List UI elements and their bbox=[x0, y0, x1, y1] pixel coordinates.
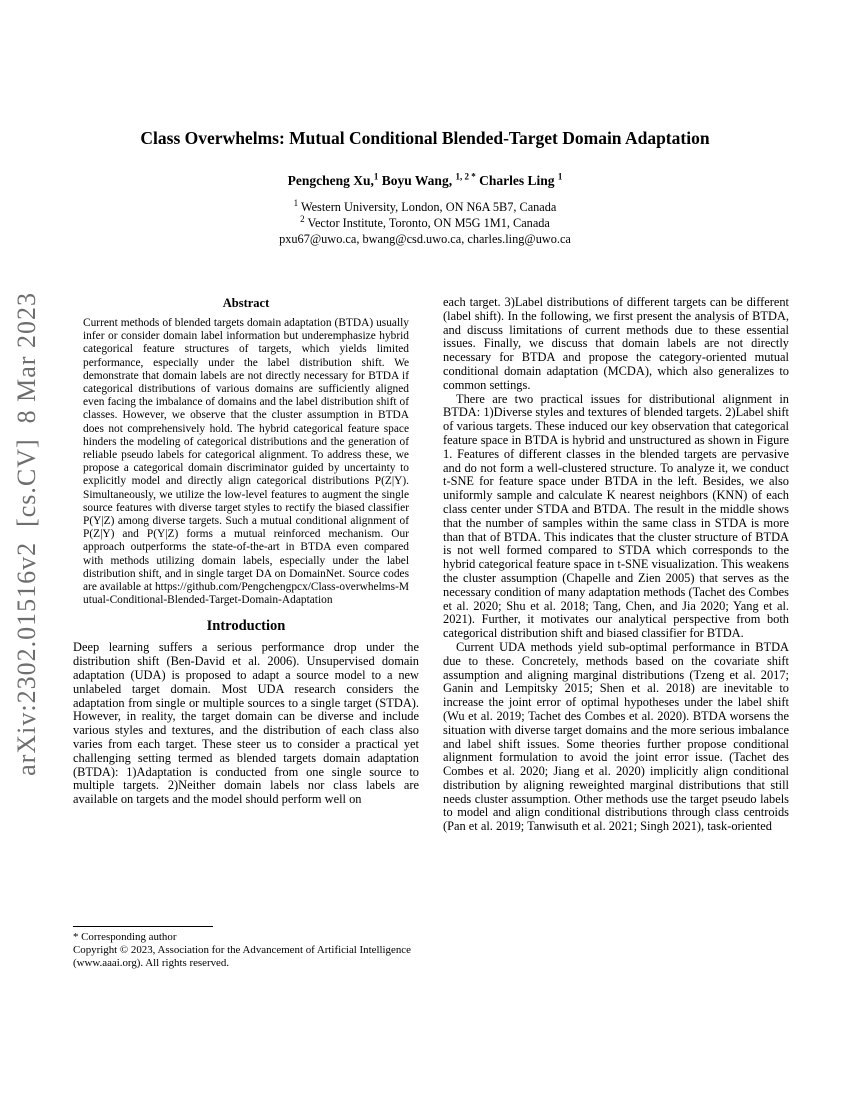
footnote-rule bbox=[73, 926, 213, 927]
paragraph: Current UDA methods yield sub-optimal performance in BTDA due to these. Concretely, methods based on the covariate shift assumption and aligning marginal distributions (Tzeng et al. 2017; Ganin and Lempitsky 2015; Shen et al. 2018) are inevitable to increase the joint error of optimal hypotheses under the label shift (Wu et al. 2019; Tachet des Combes et al. 2020). BTDA worsens the situation with diverse target domains and the more serious imbalance and label shift issues. Some theories further propose conditional alignment formulation to avoid the joint error issue. (Tachet des Combes et al. 2020; Jiang et al. 2020) implicitly align conditional distribution by aligning reweighted marginal distributions that still needs cluster assumption. Other methods use the target pseudo labels to model and align conditional distributions through class centroids (Pan et al. 2019; Tanwisuth et al. 2021; Singh 2021), task-oriented bbox=[443, 639, 789, 834]
paper-title: Class Overwhelms: Mutual Conditional Blended-Target Domain Adaptation bbox=[140, 128, 710, 148]
abstract-text bbox=[83, 317, 409, 607]
right-column bbox=[443, 296, 789, 834]
author: Charles Ling $^1$ bbox=[479, 171, 563, 188]
author: Boyu Wang, $^{1, 2 *}$ bbox=[381, 171, 476, 188]
intro-paragraph: Deep learning suffers a serious performance drop under the distribution shift (Ben-David et al. 2006). Unsupervised domain adaptation (UDA) is proposed to adapt a source model to a new unlabeled target domain. Most UDA research considers the adaptation from single or multiple sources to a single target (STDA). However, in reality, the target domain can be diverse and include various styles and textures, and the distribution of each class also varies from each target. These steer us to consider a practical yet challenging setting termed as blended targets domain adaptation (BTDA): 1)Adaptation is conducted from one single source to multiple targets. 2)Neither domain labels nor class labels are available on targets and the model should perform well on bbox=[73, 640, 419, 807]
author: Pengcheng Xu,$^1$ bbox=[287, 171, 379, 188]
abstract-heading: Abstract bbox=[222, 296, 270, 310]
affiliation: $^2$ Vector Institute, Toronto, ON M5G 1M1, Canada bbox=[300, 213, 550, 230]
author-affiliation-marker: 1 bbox=[373, 171, 379, 182]
author-affiliation-marker: 1 bbox=[557, 171, 563, 182]
paragraph-continuation: each target. 3)Label distributions of different targets can be different (label shift). In the following, we first present the analysis of BTDA, and discuss limitations of current methods due to these essential issues. Finally, we discuss that domain labels are not directly necessary for BTDA and propose the category-oriented mutual conditional domain adaptation (MCDA), which also generalizes to common settings. bbox=[443, 295, 789, 392]
two-column-body bbox=[73, 296, 789, 834]
footnote bbox=[73, 926, 419, 969]
arxiv-watermark: arXiv:2302.01516v2 [cs.CV] 8 Mar 2023 bbox=[12, 292, 41, 776]
affiliation: $^1$ Western University, London, ON N6A 5B7, Canada bbox=[293, 197, 557, 214]
left-column bbox=[73, 296, 419, 834]
source-code-link[interactable]: https://github.com/Pengchengpcx/Class-overwhelms-Mutual-Conditional-Blended-Target-Domain-Adaptation bbox=[83, 581, 409, 607]
affiliations bbox=[0, 199, 850, 247]
copyright-note: Copyright © 2023, Association for the Advancement of Artificial Intelligence (www.aaai.org). All rights reserved. bbox=[73, 943, 411, 969]
corresponding-author-note: * Corresponding author bbox=[73, 931, 177, 943]
paragraph: There are two practical issues for distributional alignment in BTDA: 1)Diverse styles and textures of blended targets. 2)Label shift of various targets. These induced our key observation that categorical feature space in BTDA is hybrid and unstructured as shown in Figure 1. Features of different classes in the blended targets are pervasive and do not form a well-clustered structure. To analyze it, we conduct t-SNE for feature space under BTDA in the left. Besides, we also uniformly sample and calculate K nearest neighbors (KNN) of each class center under STDA and BTDA. The result in the middle shows that the number of samples within the same class in STDA is more than that of BTDA. This indicates that the cluster structure of BTDA is not well formed compared to STDA which corresponds to the hybrid categorical feature space in t-SNE visualization. This weakens the cluster assumption (Chapelle and Zien 2005) that serves as the necessary condition of many adaptation methods (Tachet des Combes et al. 2020; Shu et al. 2018; Tang, Chen, and Jia 2020; Yang et al. 2021). Further, it motivates our analytical perspective from both categorical distribution shift and biased classifier for BTDA. bbox=[443, 391, 789, 641]
paper-header bbox=[0, 128, 850, 247]
authors-line bbox=[0, 173, 850, 189]
author-emails: pxu67@uwo.ca, bwang@csd.uwo.ca, charles.ling@uwo.ca bbox=[279, 232, 571, 246]
abstract-body: Current methods of blended targets domain adaptation (BTDA) usually infer or consider domain label information but underemphasize hybrid categorical feature structures of targets, which yields limited performance, especially under the label distribution shift. We demonstrate that domain labels are not directly necessary for BTDA if categorical distributions of various domains are sufficiently aligned even facing the imbalance of domains and the label distribution shift of classes. However, we observe that the cluster assumption in BTDA does not comprehensively hold. The hybrid categorical feature space hinders the modeling of categorical distributions and the generation of reliable pseudo labels for categorical alignment. To address these, we propose a categorical domain discriminator guided by uncertainty to explicitly model and directly align categorical distributions P(Z|Y). Simultaneously, we utilize the low-level features to augment the single source features with diverse target styles to rectify the biased classifier P(Y|Z) among diverse targets. Such a mutual conditional alignment of P(Z|Y) and P(Y|Z) forms a mutual reinforced mechanism. Our approach outperforms the state-of-the-art in BTDA even compared with methods utilizing domain labels, especially under the label distribution shift, and in single target DA on DomainNet. Source codes are available at bbox=[83, 317, 409, 594]
introduction-heading: Introduction bbox=[206, 618, 286, 635]
author-affiliation-marker: 1, 2 * bbox=[455, 171, 476, 182]
